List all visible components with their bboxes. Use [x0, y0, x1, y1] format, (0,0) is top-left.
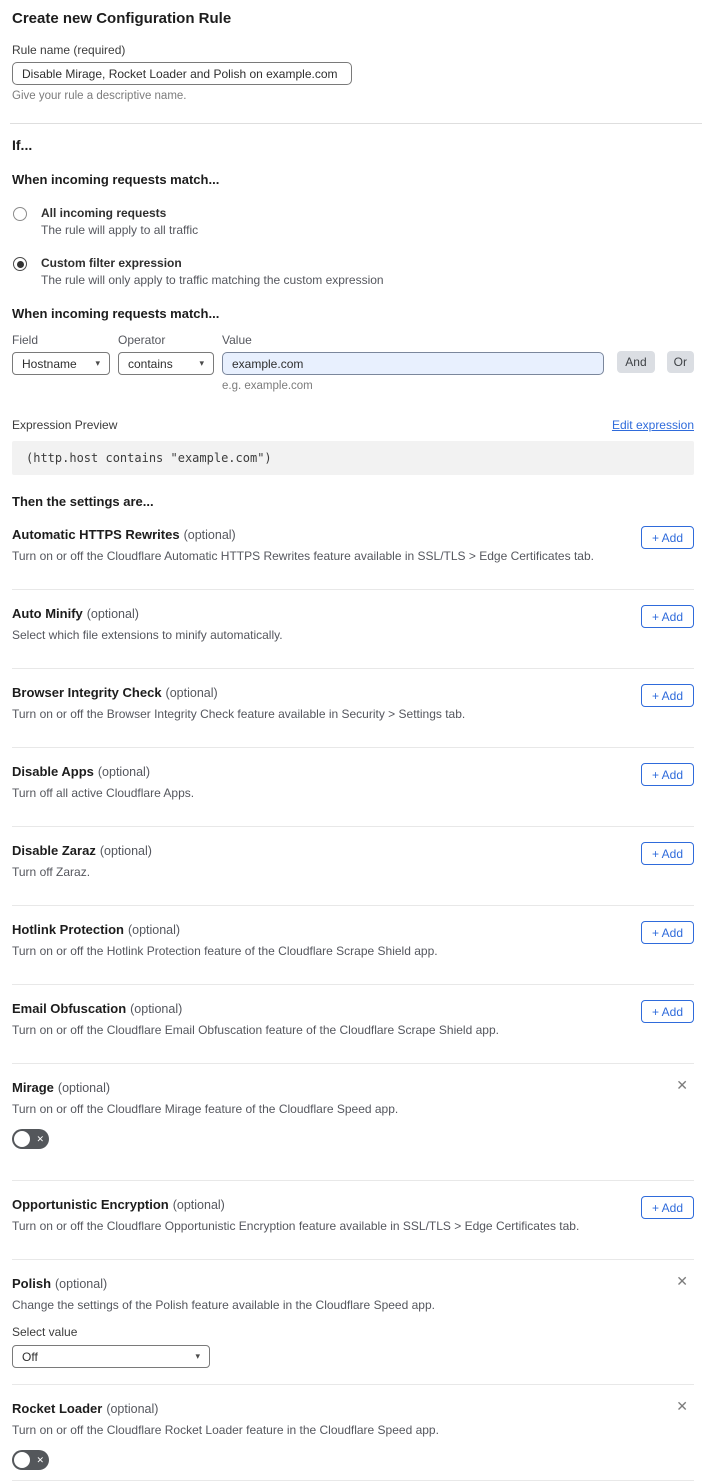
optional-suffix: (optional): [165, 686, 218, 700]
match-type-heading: When incoming requests match...: [12, 172, 220, 187]
add-button-disable-zaraz[interactable]: + Add: [641, 842, 694, 865]
optional-suffix: (optional): [57, 1081, 111, 1095]
setting-row-mirage: [12, 1064, 694, 1181]
settings-list: [12, 511, 694, 1481]
section-divider: [10, 123, 702, 124]
value-hint: e.g. example.com: [222, 380, 313, 392]
setting-title: Rocket Loader: [12, 1401, 103, 1416]
setting-row-rocket-loader: [12, 1385, 694, 1481]
optional-suffix: (optional): [55, 1277, 108, 1291]
rule-name-label: Rule name (required): [12, 43, 126, 57]
toggle-knob: [14, 1131, 30, 1147]
optional-suffix: (optional): [172, 1198, 225, 1212]
setting-title: Email Obfuscation: [12, 1001, 127, 1016]
value-label: Value: [222, 333, 252, 347]
radio-description: The rule will apply to all traffic: [41, 223, 199, 237]
expression-builder-heading: When incoming requests match...: [12, 306, 220, 321]
optional-suffix: (optional): [97, 765, 150, 779]
polish-select-value: Off: [22, 1349, 38, 1364]
setting-title: Automatic HTTPS Rewrites: [12, 527, 180, 542]
chevron-down-icon: ▾: [195, 1351, 200, 1361]
setting-description: Turn on or off the Cloudflare Opportunistic Encryption feature available in SSL/TLS > Edge Certificates tab.: [12, 1219, 580, 1233]
add-button-browser-integrity-check[interactable]: + Add: [641, 684, 694, 707]
toggle-off-x-icon: ✕: [36, 1455, 44, 1465]
edit-expression-link[interactable]: Edit expression: [611, 418, 694, 432]
then-settings-heading: Then the settings are...: [12, 494, 154, 509]
operator-label: Operator: [118, 333, 166, 347]
operator-select-value: contains: [128, 356, 173, 371]
page-title: Create new Configuration Rule: [12, 10, 232, 27]
setting-description: Turn on or off the Cloudflare Email Obfuscation feature of the Cloudflare Scrape Shield app.: [12, 1023, 499, 1037]
setting-description: Change the settings of the Polish feature available in the Cloudflare Speed app.: [12, 1298, 435, 1312]
setting-description: Turn on or off the Cloudflare Mirage feature of the Cloudflare Speed app.: [12, 1102, 399, 1116]
remove-rocket-loader-button[interactable]: [676, 1399, 688, 1413]
expression-builder-row: [12, 333, 694, 392]
close-icon: ✕: [676, 1398, 688, 1414]
setting-row-disable-apps: [12, 748, 694, 827]
setting-description: Turn on or off the Browser Integrity Check feature available in Security > Settings tab.: [12, 707, 466, 721]
add-button-automatic-https-rewrites[interactable]: + Add: [641, 526, 694, 549]
setting-title: Disable Apps: [12, 764, 94, 779]
setting-title: Auto Minify: [12, 606, 83, 621]
setting-description: Select which file extensions to minify automatically.: [12, 628, 283, 642]
remove-polish-button[interactable]: [676, 1274, 688, 1288]
polish-value-select[interactable]: [12, 1345, 210, 1368]
expression-preview-label: Expression Preview: [12, 418, 118, 432]
setting-title: Polish: [12, 1276, 52, 1291]
and-button[interactable]: And: [617, 351, 654, 373]
close-icon: ✕: [676, 1273, 688, 1289]
toggle-knob: [14, 1452, 30, 1468]
radio-description: The rule will only apply to traffic matching the custom expression: [41, 273, 384, 287]
mirage-toggle[interactable]: [12, 1129, 49, 1149]
setting-title: Hotlink Protection: [12, 922, 124, 937]
radio-all-incoming-requests[interactable]: [12, 206, 694, 237]
optional-suffix: (optional): [183, 528, 236, 542]
toggle-off-x-icon: ✕: [36, 1134, 44, 1144]
setting-row-polish: [12, 1260, 694, 1385]
polish-select-label: Select value: [12, 1325, 78, 1339]
radio-button-icon[interactable]: [13, 207, 27, 221]
setting-row-automatic-https-rewrites: [12, 511, 694, 590]
setting-row-email-obfuscation: [12, 985, 694, 1064]
optional-suffix: (optional): [106, 1402, 159, 1416]
setting-description: Turn off Zaraz.: [12, 865, 91, 879]
rocket-loader-toggle[interactable]: [12, 1450, 49, 1470]
expression-code: (http.host contains "example.com"): [26, 451, 272, 465]
setting-row-browser-integrity-check: [12, 669, 694, 748]
optional-suffix: (optional): [130, 1002, 183, 1016]
setting-row-disable-zaraz: [12, 827, 694, 906]
rule-name-input[interactable]: [12, 62, 352, 85]
remove-mirage-button[interactable]: [676, 1078, 688, 1092]
setting-description: Turn on or off the Hotlink Protection feature of the Cloudflare Scrape Shield app.: [12, 944, 438, 958]
optional-suffix: (optional): [86, 607, 139, 621]
field-label: Field: [12, 333, 39, 347]
setting-description: Turn off all active Cloudflare Apps.: [12, 786, 195, 800]
setting-row-opportunistic-encryption: [12, 1181, 694, 1260]
if-heading: If...: [12, 137, 33, 153]
radio-label: Custom filter expression: [41, 256, 182, 270]
operator-select[interactable]: [118, 352, 214, 375]
close-icon: ✕: [676, 1077, 688, 1093]
rule-name-group: [12, 43, 694, 102]
radio-custom-filter-expression[interactable]: [12, 256, 694, 287]
setting-row-auto-minify: [12, 590, 694, 669]
or-button[interactable]: Or: [667, 351, 694, 373]
radio-button-icon[interactable]: [13, 257, 27, 271]
field-select-value: Hostname: [22, 356, 77, 371]
setting-title: Opportunistic Encryption: [12, 1197, 169, 1212]
field-select[interactable]: [12, 352, 110, 375]
optional-suffix: (optional): [99, 844, 152, 858]
optional-suffix: (optional): [127, 923, 181, 937]
setting-title: Mirage: [12, 1080, 54, 1095]
add-button-opportunistic-encryption[interactable]: + Add: [641, 1196, 694, 1219]
add-button-disable-apps[interactable]: + Add: [641, 763, 694, 786]
add-button-email-obfuscation[interactable]: + Add: [641, 1000, 694, 1023]
setting-title: Browser Integrity Check: [12, 685, 162, 700]
expression-preview-box: [12, 441, 694, 475]
add-button-hotlink-protection[interactable]: + Add: [641, 921, 694, 944]
setting-description: Turn on or off the Cloudflare Rocket Loader feature in the Cloudflare Speed app.: [12, 1423, 439, 1437]
add-button-auto-minify[interactable]: + Add: [641, 605, 694, 628]
setting-row-hotlink-protection: [12, 906, 694, 985]
chevron-down-icon: ▾: [199, 358, 204, 368]
rule-name-help: Give your rule a descriptive name.: [12, 90, 187, 102]
setting-title: Disable Zaraz: [12, 843, 96, 858]
value-input[interactable]: [222, 352, 604, 375]
chevron-down-icon: ▾: [95, 358, 100, 368]
setting-description: Turn on or off the Cloudflare Automatic HTTPS Rewrites feature available in SSL/TLS > Edge Certificates tab.: [12, 549, 594, 563]
radio-label: All incoming requests: [41, 206, 167, 220]
